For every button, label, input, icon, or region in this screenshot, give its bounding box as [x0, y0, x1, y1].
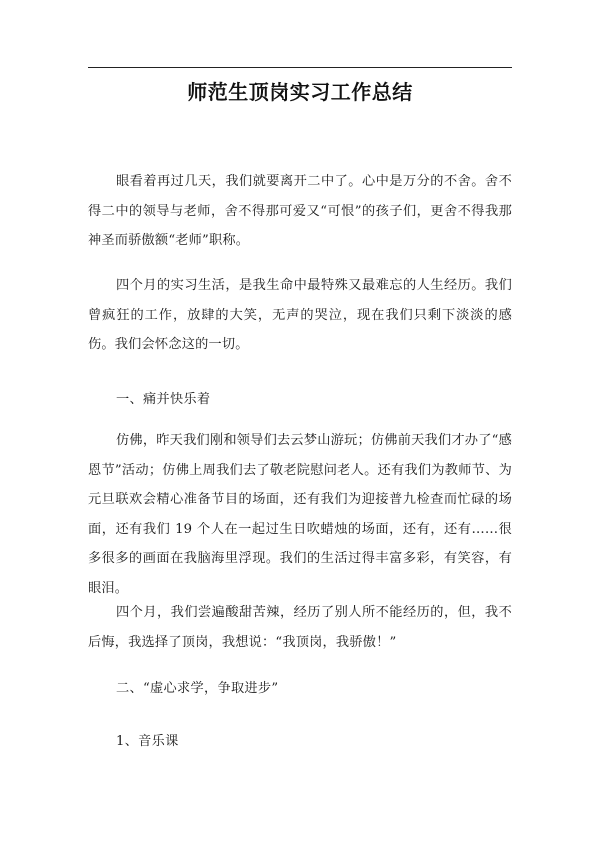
- section-heading-2: 二、“虚心求学，争取进步”: [116, 681, 279, 696]
- paragraph-four-months: 四个月的实习生活，是我生命中最特殊又最难忘的人生经历。我们曾疯狂的工作，放肆的大笑，无声的哭泣，现在我们只剩下淡淡的感伤。我们会怀念这的一切。: [88, 278, 512, 352]
- paragraph-memories: 仿佛，昨天我们刚和领导们去云梦山游玩；仿佛前天我们才办了“感恩节”活动；仿佛上周我们去了敬老院慰问老人。还有我们为教师节、为元旦联欢会精心准备节目的场面，还有我们为迎接普九检查而忙碌的场面，还有我们 19 个人在一起过生日吹蜡烛的场面，还有，还有……很多很多的画面在我脑海里浮现。我们的生活过得丰富多彩，有笑容，有眼泪。: [88, 433, 512, 596]
- subsection-heading-music: 1、音乐课: [116, 734, 179, 749]
- document-title: 师范生顶岗实习工作总结: [187, 80, 413, 104]
- paragraph-no-regret: 四个月，我们尝遍酸甜苦辣，经历了别人所不能经历的，但，我不后悔，我选择了顶岗，我想说：“我顶岗，我骄傲！”: [88, 605, 512, 650]
- section-heading-1: 一、痛并快乐着: [116, 392, 211, 407]
- paragraph-intro: 眼看着再过几天，我们就要离开二中了。心中是万分的不舍。舍不得二中的领导与老师，舍不得那可爱又“可恨”的孩子们，更舍不得我那神圣而骄傲额“老师”职称。: [88, 174, 512, 248]
- header-rule: [88, 67, 512, 68]
